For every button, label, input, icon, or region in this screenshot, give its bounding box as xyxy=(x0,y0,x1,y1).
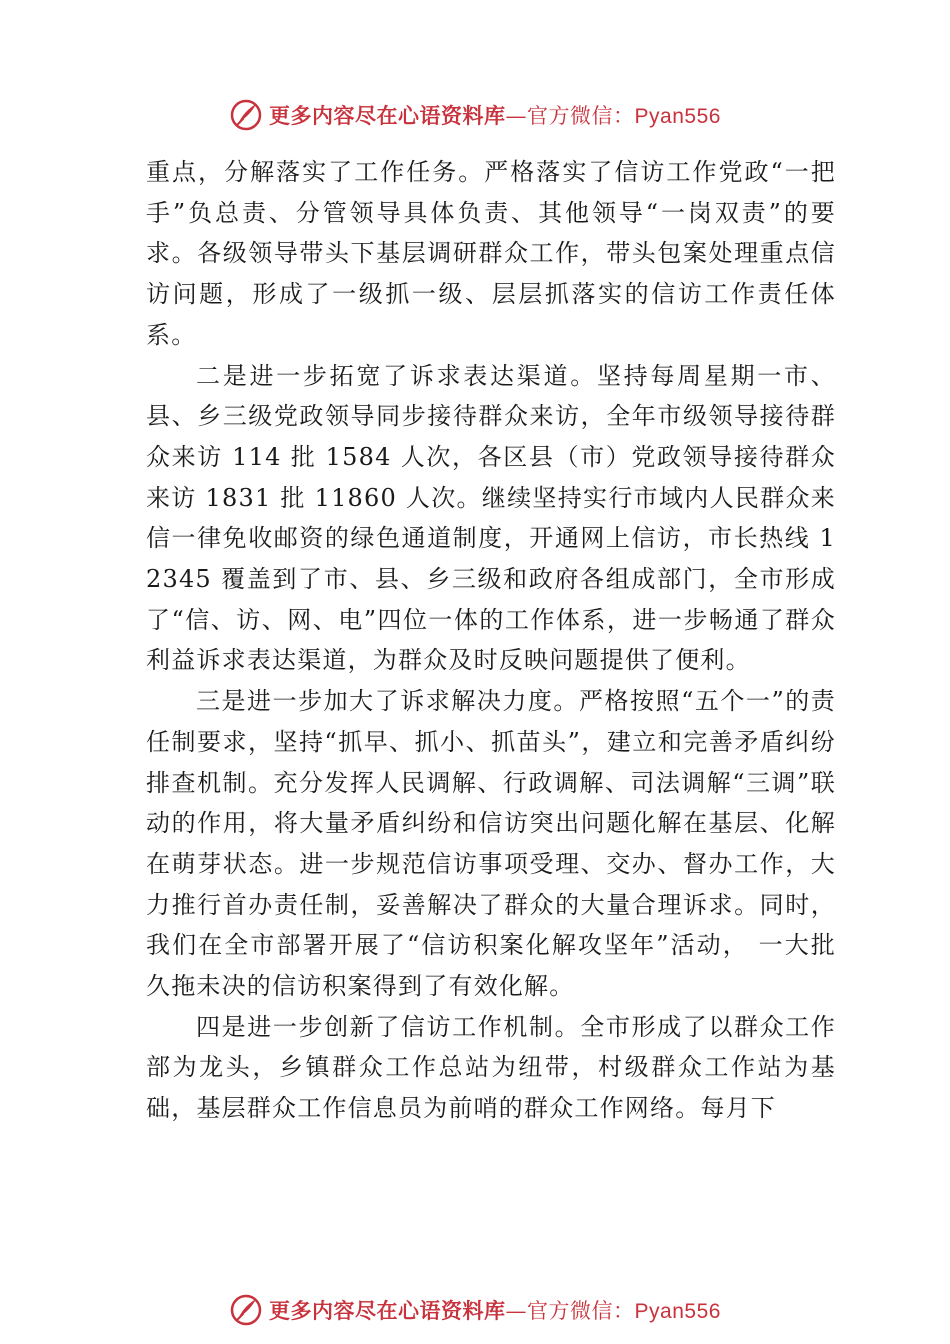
paragraph-mechanism: 四是进一步创新了信访工作机制。全市形成了以群众工作部为龙头，乡镇群众工作总站为纽带，村级群众工作站为基础，基层群众工作信息员为前哨的群众工作网络。每月下 xyxy=(146,1012,836,1123)
brand-name: 更多内容尽在心语资料库 xyxy=(269,103,506,128)
banner-dash: — xyxy=(505,104,528,128)
wechat-id: Pyan556 xyxy=(634,105,721,128)
header-banner xyxy=(0,95,950,135)
paragraph-resolution: 三是进一步加大了诉求解决力度。严格按照“五个一”的责任制要求，坚持“抓早、抓小、抓苗头”，建立和完善矛盾纠纷排查机制。充分发挥人民调解、行政调解、司法调解“三调”联动的作用，将大量矛盾纠纷和信访突出问题化解在基层、化解在萌芽状态。进一步规范信访事项受理、交办、督办工作，大力推行首办责任制，妥善解决了群众的大量合理诉求。同时，我们在全市部署开展了“信访积案化解攻坚年”活动， 一大批久拖未决的信访积案得到了有效化解。 xyxy=(146,687,836,1001)
wechat-id: Pyan556 xyxy=(634,1300,721,1323)
document-body xyxy=(146,152,836,1129)
footer-banner-text xyxy=(269,1295,721,1325)
paragraph-continuation: 重点，分解落实了工作任务。严格落实了信访工作党政“一把手”负总责、分管领导具体负责、其他领导“一岗双责”的要求。各级领导带头下基层调研群众工作，带头包案处理重点信访问题，形成了一级抓一级、层层抓落实的信访工作责任体系。 xyxy=(146,158,836,349)
quill-logo-icon xyxy=(229,98,263,132)
banner-dash: — xyxy=(505,1299,528,1323)
footer-banner xyxy=(0,1290,950,1330)
paragraph-channels: 二是进一步拓宽了诉求表达渠道。坚持每周星期一市、县、乡三级党政领导同步接待群众来访，全年市级领导接待群众来访 114 批 1584 人次，各区县（市）党政领导接待群众来访 1831 批 11860 人次。继续坚持实行市域内人民群众来信一律免收邮资的绿色通道制度，开通网上信访，市长热线 12345 覆盖到了市、县、乡三级和政府各组成部门，全市形成了“信、访、网、电”四位一体的工作体系，进一步畅通了群众利益诉求表达渠道，为群众及时反映问题提供了便利。 xyxy=(146,361,836,675)
header-banner-text xyxy=(269,100,721,130)
wechat-label: 官方微信： xyxy=(527,104,635,128)
quill-logo-icon xyxy=(229,1293,263,1327)
wechat-label: 官方微信： xyxy=(527,1299,635,1323)
brand-name: 更多内容尽在心语资料库 xyxy=(269,1298,506,1323)
